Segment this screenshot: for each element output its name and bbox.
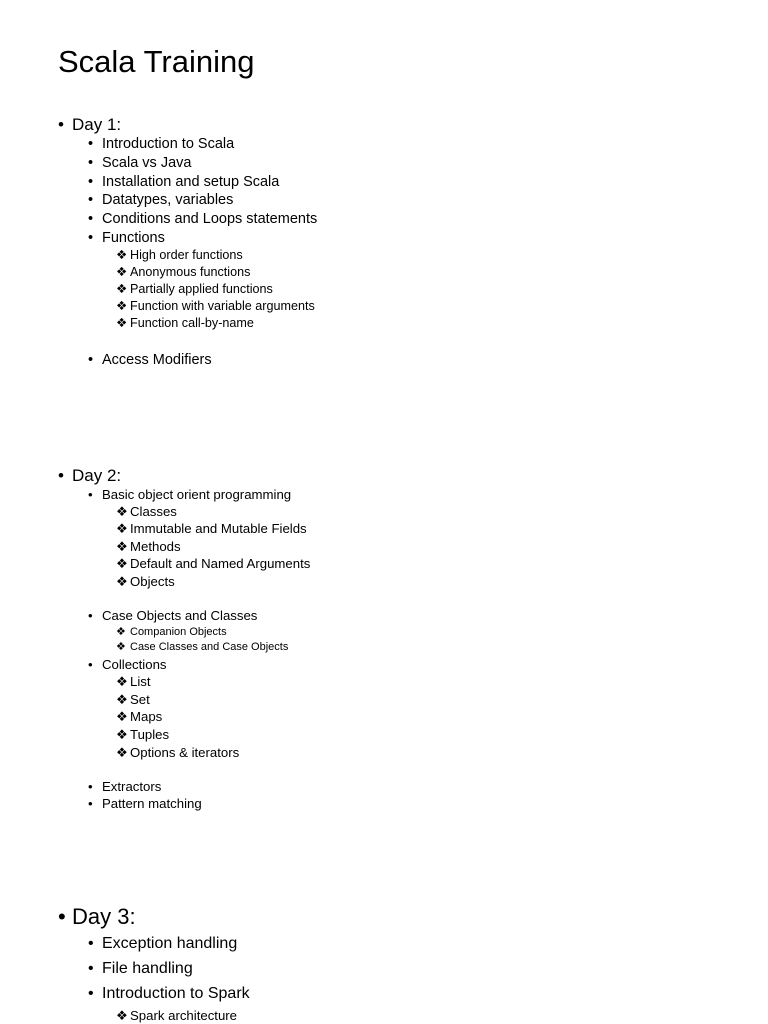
day-1-heading: • Day 1:: [58, 115, 122, 134]
sub-list-item: ❖ Function call-by-name: [116, 316, 254, 330]
list-item: • Case Objects and Classes: [88, 608, 258, 623]
sub-list-item: ❖ Tuples: [116, 727, 170, 742]
sub-list-item: ❖ Options & iterators: [116, 745, 240, 760]
diamond-bullet-icon: ❖: [116, 265, 128, 279]
list-item: • Pattern matching: [88, 796, 202, 811]
diamond-bullet-icon: ❖: [116, 574, 128, 589]
list-item: • Introduction to Scala: [88, 136, 235, 152]
bullet-icon: •: [88, 960, 94, 977]
list-item: • Exception handling: [88, 935, 238, 952]
list-item: • Conditions and Loops statements: [88, 211, 318, 227]
sub-list-item: ❖ Maps: [116, 709, 163, 724]
page-title: Scala Training: [58, 44, 255, 79]
bullet-icon: •: [88, 796, 93, 811]
list-item: • Functions: [88, 230, 165, 246]
list-item: • Basic object orient programming: [88, 487, 292, 502]
list-item: • Access Modifiers: [88, 352, 212, 368]
sub-list-item: ❖ Case Classes and Case Objects: [116, 641, 289, 653]
diamond-bullet-icon: ❖: [116, 674, 128, 689]
bullet-icon: •: [88, 352, 94, 368]
bullet-icon: •: [58, 115, 64, 134]
diamond-bullet-icon: ❖: [116, 1008, 128, 1023]
sub-list-item: ❖ Immutable and Mutable Fields: [116, 521, 307, 536]
diamond-bullet-icon: ❖: [116, 727, 128, 742]
bullet-icon: •: [88, 608, 93, 623]
list-item: • Collections: [88, 657, 167, 672]
diamond-bullet-icon: ❖: [116, 316, 128, 330]
bullet-icon: •: [88, 657, 93, 672]
list-item: • Introduction to Spark: [88, 985, 250, 1002]
sub-list-item: ❖ Methods: [116, 539, 181, 554]
sub-list-item: ❖ Objects: [116, 574, 175, 589]
diamond-bullet-icon: ❖: [116, 299, 128, 313]
bullet-icon: •: [58, 904, 66, 929]
diamond-bullet-icon: ❖: [116, 539, 128, 554]
sub-list-item: ❖ List: [116, 674, 151, 689]
diamond-bullet-icon: ❖: [116, 556, 128, 571]
sub-list-item: ❖ Set: [116, 692, 150, 707]
bullet-icon: •: [88, 136, 94, 152]
list-item: • Scala vs Java: [88, 155, 192, 171]
bullet-icon: •: [88, 174, 94, 190]
bullet-icon: •: [88, 155, 94, 171]
diamond-bullet-icon: ❖: [116, 282, 128, 296]
diamond-bullet-icon: ❖: [116, 692, 128, 707]
bullet-icon: •: [58, 466, 64, 485]
sub-list-item: ❖ Spark architecture: [116, 1008, 238, 1023]
bullet-icon: •: [88, 487, 93, 502]
day-3-heading: • Day 3:: [58, 904, 136, 929]
sub-list-item: ❖ High order functions: [116, 248, 243, 262]
sub-list-item: ❖ Default and Named Arguments: [116, 556, 311, 571]
diamond-bullet-icon: ❖: [116, 641, 126, 653]
list-item: • Datatypes, variables: [88, 192, 234, 208]
bullet-icon: •: [88, 779, 93, 794]
day-2-heading: • Day 2:: [58, 466, 122, 485]
diamond-bullet-icon: ❖: [116, 626, 126, 638]
sub-list-item: ❖ Companion Objects: [116, 626, 227, 638]
sub-list-item: ❖ Function with variable arguments: [116, 299, 315, 313]
bullet-icon: •: [88, 211, 94, 227]
bullet-icon: •: [88, 935, 94, 952]
sub-list-item: ❖ Classes: [116, 504, 177, 519]
list-item: • File handling: [88, 960, 193, 977]
diamond-bullet-icon: ❖: [116, 521, 128, 536]
bullet-icon: •: [88, 192, 94, 208]
sub-list-item: ❖ Partially applied functions: [116, 282, 273, 296]
diamond-bullet-icon: ❖: [116, 745, 128, 760]
list-item: • Extractors: [88, 779, 162, 794]
diamond-bullet-icon: ❖: [116, 709, 128, 724]
sub-list-item: ❖ Anonymous functions: [116, 265, 251, 279]
diamond-bullet-icon: ❖: [116, 504, 128, 519]
diamond-bullet-icon: ❖: [116, 248, 128, 262]
bullet-icon: •: [88, 230, 94, 246]
list-item: • Installation and setup Scala: [88, 174, 280, 190]
bullet-icon: •: [88, 985, 94, 1002]
